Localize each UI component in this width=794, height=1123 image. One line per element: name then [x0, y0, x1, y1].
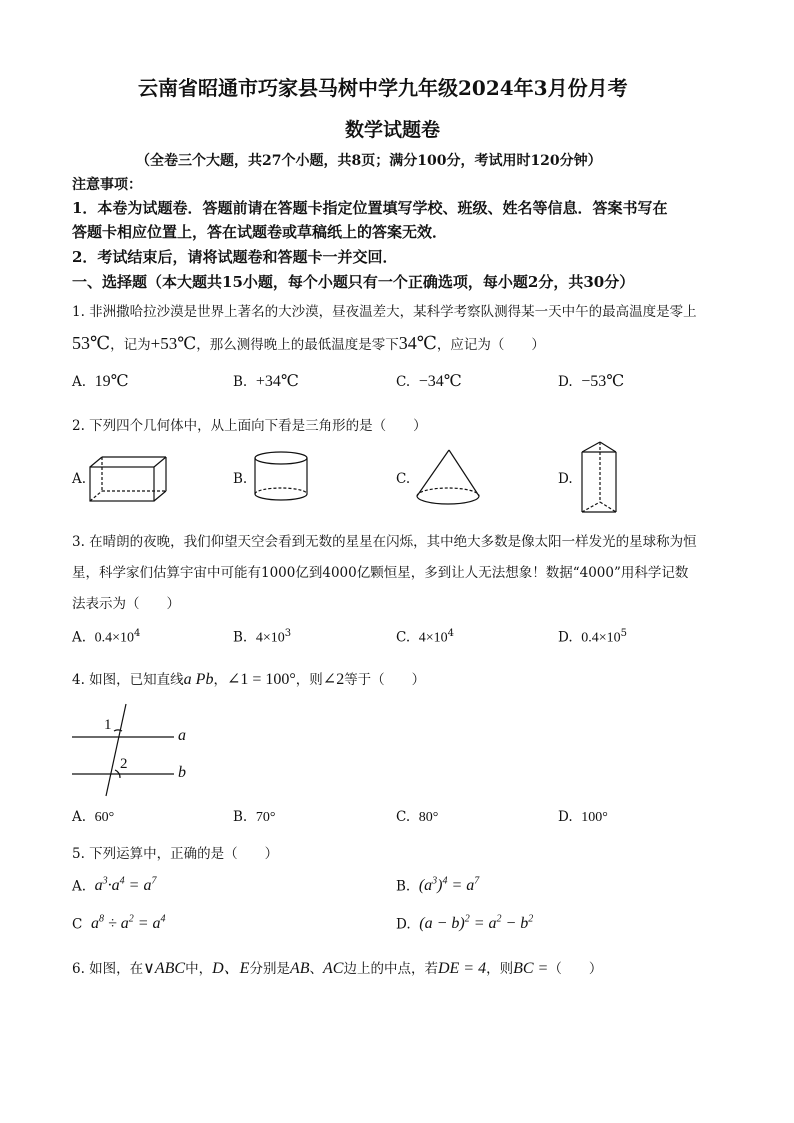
q6-de-equation: DE = 4 — [437, 960, 487, 977]
q6-bc: BC = — [513, 960, 549, 977]
q5-option-b[interactable] — [396, 876, 479, 895]
q6-text-b: 中， — [185, 961, 213, 977]
q1-value-34: 34℃ — [398, 333, 437, 353]
option-label: D. — [396, 916, 411, 933]
q6-text-g: （ ） — [548, 961, 603, 977]
option-value: −53℃ — [581, 373, 625, 390]
exam-title: 云南省昭通市巧家县马树中学九年级2024年3月份月考 — [138, 76, 628, 100]
q1-text-c: ，应记为（ ） — [436, 337, 545, 353]
option-value: 100° — [581, 810, 608, 825]
option-label: A. — [72, 374, 87, 390]
q5-expr-b: $(a^3)^4 = a^7$ — [418, 876, 480, 895]
q4-angle-1: ∠1 = 100° — [226, 671, 296, 688]
q4-text-a: 4. 如图，已知直线 — [72, 672, 184, 688]
section-1-heading: 一、选择题（本大题共15小题，每个小题只有一个正确选项，每小题2分，共30分） — [72, 273, 635, 291]
q4-parallel-lines-figure — [70, 700, 200, 798]
q2-option-c-label[interactable]: C. — [396, 471, 411, 487]
q4-option-b[interactable] — [233, 809, 275, 826]
q4-option-a[interactable] — [72, 809, 114, 826]
q4-parallel-lines: a Pb — [183, 671, 214, 688]
q1-text-b: ，那么测得晚上的最低温度是零下 — [196, 337, 399, 353]
q1-stem-line-1: 1. 非洲撒哈拉沙漠是世界上著名的大沙漠，昼夜温差大，某科学考察队测得某一天中午的最高温度是零上 — [72, 304, 697, 320]
q3-option-a[interactable] — [72, 628, 140, 647]
option-exponent: 3 — [284, 628, 292, 639]
option-label: A. — [72, 629, 87, 646]
q6-text-c: 分别是 — [249, 961, 290, 977]
option-label: D. — [558, 629, 573, 646]
option-value: 70° — [255, 810, 276, 825]
q5-option-a[interactable] — [72, 876, 156, 895]
q3-stem-line-1: 3. 在晴朗的夜晚，我们仰望天空会看到无数的星星在闪烁，其中绝大多数是像太阳一样发光的星球称为恒 — [72, 534, 697, 550]
q4-label-a: a — [178, 727, 186, 744]
option-label: A. — [72, 809, 87, 825]
notice-item-1-line-1: 1．本卷为试题卷．答题前请在答题卡指定位置填写学校、班级、姓名等信息．答案书写在 — [72, 199, 668, 217]
q6-text-a: 6. 如图，在 — [72, 961, 144, 977]
q5-expr-d: $(a - b)^2 = a^2 - b^2$ — [419, 914, 534, 933]
q4-label-2: 2 — [120, 756, 128, 772]
q3-option-c[interactable] — [396, 628, 454, 647]
notice-item-2: 2．考试结束后，请将试题卷和答题卡一并交回． — [72, 248, 398, 266]
option-value: 60° — [94, 810, 115, 825]
option-value: +34℃ — [255, 373, 299, 390]
q2-cylinder-figure — [252, 450, 312, 506]
q6-side-ac: AC — [323, 960, 344, 977]
q1-option-a[interactable] — [72, 371, 129, 391]
option-label: C. — [396, 629, 411, 646]
q6-stem — [72, 955, 602, 978]
option-label: A. — [72, 878, 87, 895]
q3-stem-line-3: 法表示为（ ） — [72, 596, 180, 612]
option-value: 80° — [418, 810, 439, 825]
option-label: B. — [233, 629, 248, 646]
q4-option-c[interactable] — [396, 809, 438, 826]
q1-option-b[interactable] — [233, 371, 299, 391]
notice-heading: 注意事项： — [72, 177, 142, 193]
q5-expr-c: $a^8 \div a^2 = a^4$ — [90, 914, 166, 933]
q6-text-f: ，则 — [486, 961, 514, 977]
q3-stem-line-2: 星，科学家们估算宇宙中可能有1000亿到4000亿颗恒星，多到让人无法想象！数据“4000”用科学记数 — [72, 565, 689, 581]
option-base: 4×10 — [418, 630, 448, 646]
option-base: 0.4×10 — [581, 630, 621, 646]
option-label: B. — [396, 878, 411, 895]
q4-text-d: 等于（ ） — [344, 672, 426, 688]
q1-option-d[interactable] — [558, 371, 624, 391]
option-label: B. — [233, 809, 248, 825]
q5-option-d[interactable] — [396, 914, 533, 933]
q1-option-c[interactable] — [396, 371, 462, 391]
q1-value-plus53: +53℃ — [150, 334, 197, 353]
q2-stem: 2. 下列四个几何体中，从上面向下看是三角形的是（ ） — [72, 418, 427, 434]
exam-subtitle: 数学试题卷 — [345, 119, 441, 141]
option-label: D. — [558, 809, 573, 825]
option-label: C — [72, 916, 83, 933]
q4-text-b: ， — [213, 672, 227, 688]
q4-label-1: 1 — [104, 717, 112, 733]
q2-option-d-label[interactable]: D. — [558, 471, 573, 487]
option-label: C. — [396, 374, 411, 390]
q3-option-b[interactable] — [233, 628, 291, 647]
exam-info: （全卷三个大题，共27个小题，共8页；满分100分，考试用时120分钟） — [136, 153, 602, 169]
option-value: 19℃ — [94, 373, 129, 390]
q6-text-d: 、 — [309, 961, 323, 977]
q6-text-e: 边上的中点，若 — [343, 961, 438, 977]
option-exponent: 4 — [134, 628, 141, 639]
option-exponent: 4 — [447, 628, 455, 639]
q2-option-a-label[interactable]: A. — [72, 471, 87, 487]
q3-option-d[interactable] — [558, 628, 627, 647]
q4-label-b: b — [178, 764, 186, 781]
q5-stem: 5. 下列运算中，正确的是（ ） — [72, 846, 279, 862]
q6-points-de: D、E — [212, 960, 250, 977]
option-value: −34℃ — [418, 373, 462, 390]
q6-triangle: ∨ABC — [143, 960, 186, 977]
option-label: C. — [396, 809, 411, 825]
q2-cone-figure — [413, 448, 483, 510]
q5-expr-a: $a^3\cdot a^4 = a^7$ — [94, 876, 157, 895]
q2-rectangular-prism-figure — [88, 455, 170, 505]
option-base: 0.4×10 — [94, 630, 135, 646]
q1-text-a: ，记为 — [110, 337, 151, 353]
q1-value-53: 53℃ — [72, 333, 111, 353]
q4-stem — [72, 668, 425, 689]
q6-side-ab: AB — [289, 960, 310, 977]
q5-option-c[interactable] — [72, 914, 166, 933]
q4-angle-2: ∠2 — [322, 671, 345, 688]
notice-item-1-line-2: 答题卡相应位置上，答在试题卷或草稿纸上的答案无效． — [72, 223, 448, 241]
q4-option-d[interactable] — [558, 809, 608, 826]
option-exponent: 5 — [620, 628, 628, 639]
option-label: D. — [558, 374, 573, 390]
option-base: 4×10 — [255, 630, 285, 646]
q1-stem-line-2 — [72, 333, 545, 354]
q2-option-b-label[interactable]: B. — [233, 471, 248, 487]
q2-triangular-prism-figure — [578, 440, 628, 518]
q4-text-c: ，则 — [295, 672, 323, 688]
option-label: B. — [233, 374, 248, 390]
